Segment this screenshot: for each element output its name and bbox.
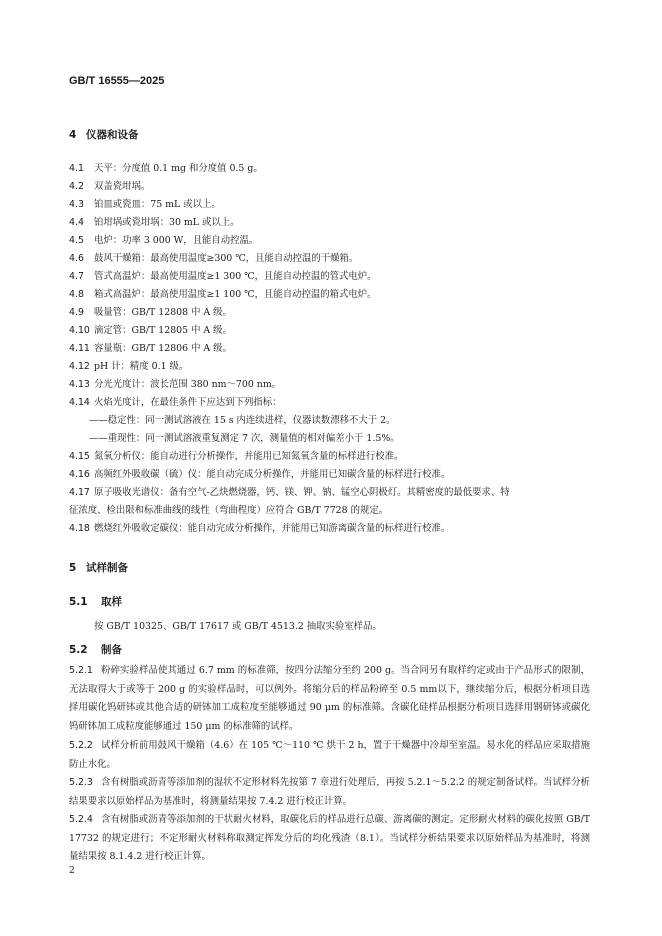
item-text: 容量瓶：GB/T 12806 中 A 级。 xyxy=(94,343,232,354)
item-number: 4.4 xyxy=(69,217,84,228)
item-text: pH 计：精度 0.1 级。 xyxy=(94,361,189,372)
list-item xyxy=(69,361,188,373)
subsection-number: 5.2 xyxy=(69,644,88,656)
section-4-heading xyxy=(69,127,139,142)
list-item xyxy=(69,199,221,211)
list-item xyxy=(69,307,232,319)
item-number: 4.9 xyxy=(69,307,84,318)
item-number: 4.5 xyxy=(69,235,84,246)
item-text: 天平：分度值 0.1 mg 和分度值 0.5 g。 xyxy=(94,163,263,174)
list-item xyxy=(69,217,240,229)
item-text: 火焰光度计，在最佳条件下应达到下列指标： xyxy=(94,397,282,408)
item-text: 高频红外吸收碳（硫）仪：能自动完成分析操作，并能用已知碳含量的标样进行校准。 xyxy=(94,469,451,480)
list-item xyxy=(69,379,281,391)
item-number: 4.12 xyxy=(69,361,90,372)
item-number: 4.7 xyxy=(69,271,84,282)
item-number: 4.2 xyxy=(69,181,84,192)
item-text: 双盖瓷坩埚。 xyxy=(94,181,151,192)
list-item xyxy=(69,397,282,409)
section-number: 4 xyxy=(69,129,77,141)
subsection-title: 制备 xyxy=(101,644,122,656)
item-text: 铂坩埚或瓷坩埚：30 mL 或以上。 xyxy=(94,217,240,228)
list-item xyxy=(69,469,450,481)
section-5-heading xyxy=(69,560,128,575)
item-text: 分光光度计：波长范围 380 nm～700 nm。 xyxy=(94,379,282,390)
item-number: 4.16 xyxy=(69,469,90,480)
paragraph-5-2-4 xyxy=(69,811,590,867)
item-text: 氮氧分析仪：能自动进行分析操作，并能用已知氮氧含量的标样进行校准。 xyxy=(94,451,404,462)
standard-number-header: GB/T 16555—2025 xyxy=(69,75,165,87)
list-item xyxy=(69,271,377,283)
item-text: 燃烧红外吸收定碳仪：能自动完成分析操作，并能用已知游离碳含量的标样进行校准。 xyxy=(94,523,451,534)
item-text: 电炉：功率 3 000 W，且能自动控温。 xyxy=(94,235,259,246)
list-item-continuation xyxy=(69,505,388,517)
paragraph-number: 5.2.3 xyxy=(69,777,93,788)
subsection-5-2-heading xyxy=(69,642,122,657)
paragraph-5-2-3 xyxy=(69,774,590,811)
list-item xyxy=(69,289,377,301)
section-title: 仪器和设备 xyxy=(86,129,139,141)
list-item xyxy=(69,235,258,247)
item-number: 4.18 xyxy=(69,523,90,534)
paragraph-5-2-1 xyxy=(69,662,590,736)
paragraph-text: 试样分析前用鼓风干燥箱（4.6）在 105 ℃～110 ℃ 烘干 2 h，置于干燥器中冷却至室温。易水化的样品应采取措施防止水化。 xyxy=(69,740,590,770)
item-number: 4.11 xyxy=(69,343,90,354)
list-item xyxy=(69,523,450,535)
list-item xyxy=(69,343,232,355)
section-number: 5 xyxy=(69,562,77,574)
list-item xyxy=(69,181,150,193)
subsection-number: 5.1 xyxy=(69,596,88,608)
list-item xyxy=(69,253,358,265)
item-number: 4.15 xyxy=(69,451,90,462)
item-number: 4.10 xyxy=(69,325,90,336)
paragraph-number: 5.2.4 xyxy=(69,814,93,825)
item-number: 4.13 xyxy=(69,379,90,390)
list-item xyxy=(69,451,403,463)
list-item xyxy=(69,163,263,175)
item-number: 4.8 xyxy=(69,289,84,300)
item-number: 4.14 xyxy=(69,397,90,408)
item-text: 铂皿或瓷皿：75 mL 或以上。 xyxy=(94,199,221,210)
item-text: 滴定管：GB/T 12805 中 A 级。 xyxy=(94,325,232,336)
item-text: 征浓度、检出限和标准曲线的线性（弯曲程度）应符合 GB/T 7728 的规定。 xyxy=(69,505,389,516)
sampling-text: 按 GB/T 10325、GB/T 17617 或 GB/T 4513.2 抽取实验室样品。 xyxy=(94,621,382,632)
item-number: 4.3 xyxy=(69,199,84,210)
item-text: 吸量管：GB/T 12808 中 A 级。 xyxy=(94,307,232,318)
dash-item-reproducibility: ——重现性：同一测试溶液重复测定 7 次，测量值的相对偏差小于 1.5%。 xyxy=(89,433,400,444)
paragraph-text: 粉碎实验样品使其通过 6.7 mm 的标准筛，按四分法缩分至约 200 g。当合同另有取样约定或由于产品形式的限制，无法取得大于或等于 200 g 的实验样品时，可以例外。将缩分后的样品粉碎至 0.5 mm以下，继续缩分后，根据分析项目选择用碳化钨研钵或其他合适的研钵加工成粒度至能够通过 90 μm 的标准筛。含碳化硅样品根据分析项目选择用钢研钵或碳化钨研钵加工成粒度能够通过 150 μm 的标准筛的试样。 xyxy=(69,665,590,732)
paragraph-text: 含有树脂或沥青等添加剂的湿状不定形材料先按第 7 章进行处理后，再按 5.2.1～5.2.2 的规定制备试样。当试样分析结果要求以原始样品为基准时，将测量结果按 7.4.2 进行校正计算。 xyxy=(69,777,590,807)
list-item xyxy=(69,487,510,499)
page-number: 2 xyxy=(69,866,75,876)
paragraph-5-2-2 xyxy=(69,737,590,774)
subsection-title: 取样 xyxy=(101,596,122,608)
item-text: 原子吸收光谱仪：备有空气-乙炔燃烧器，钙、镁、钾、钠、锰空心阴极灯。其精密度的最低要求、特 xyxy=(94,487,510,498)
paragraph-number: 5.2.1 xyxy=(69,665,93,676)
item-number: 4.1 xyxy=(69,163,84,174)
item-number: 4.6 xyxy=(69,253,84,264)
paragraph-number: 5.2.2 xyxy=(69,740,93,751)
dash-item-stability: ——稳定性：同一测试溶液在 15 s 内连续进样，仪器读数漂移不大于 2。 xyxy=(89,415,396,426)
subsection-5-1-heading xyxy=(69,594,122,609)
list-item xyxy=(69,325,232,337)
item-text: 鼓风干燥箱：最高使用温度≥300 ℃，且能自动控温的干燥箱。 xyxy=(94,253,359,264)
item-text: 管式高温炉：最高使用温度≥1 300 ℃，且能自动控温的管式电炉。 xyxy=(94,271,377,282)
paragraph-text: 含有树脂或沥青等添加剂的干状耐火材料，取碳化后的样品进行总碳、游离碳的测定。定形耐火材料的碳化按照 GB/T 17732 的规定进行；不定形耐火材料称取测定挥发分后的均化残渣（8.1）。当试样分析结果要求以原始样品为基准时，将测量结果按 8.1.4.2 进行校正计算。 xyxy=(69,814,590,862)
item-number: 4.17 xyxy=(69,487,90,498)
item-text: 箱式高温炉：最高使用温度≥1 100 ℃，且能自动控温的箱式电炉。 xyxy=(94,289,377,300)
section-title: 试样制备 xyxy=(86,562,128,574)
